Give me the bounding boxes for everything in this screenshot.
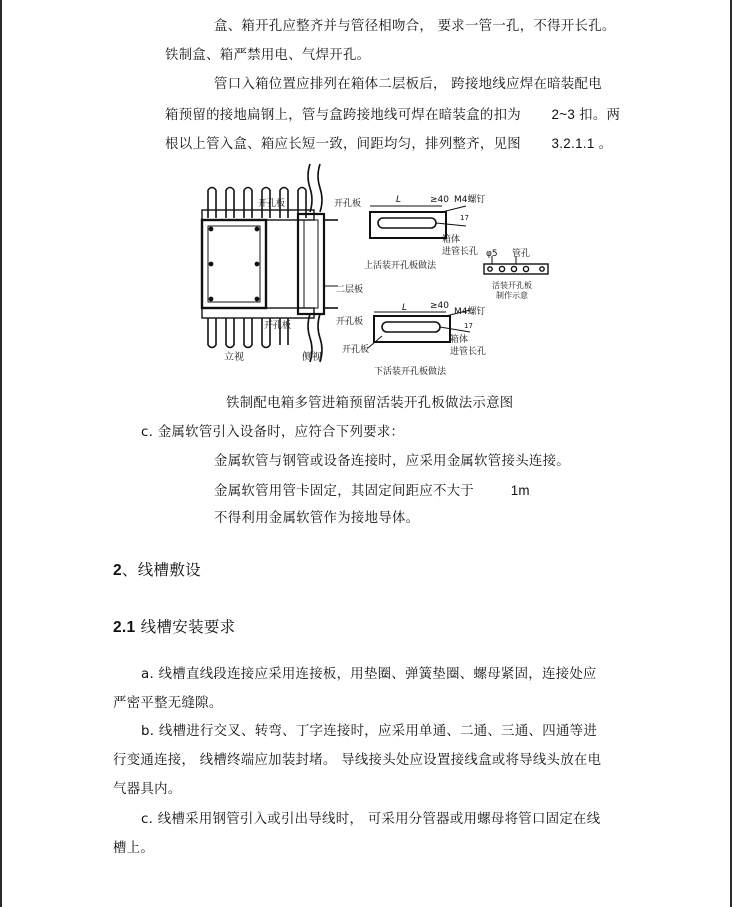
dimension-label: ≥40 [430,195,449,205]
punch-board-label: 开孔板 [334,199,362,209]
heading-number: 2 [113,562,122,579]
dimension-label: ≥40 [430,301,449,311]
board-schematic-label: 制作示意 [496,291,528,300]
text-line: b. 线槽进行交叉、转弯、丁字连接时，应采用单通、二通、三通、四通等进 [141,724,598,739]
method-label: 下活装开孔板做法 [374,367,447,377]
text-segment: 1m [510,483,530,498]
text-segment: 箱预留的接地扁钢上，管与盒跨接地线可焊在暗装盒的扣为 [165,108,521,123]
subsection-heading [113,618,235,637]
text-segment: 金属软管用管卡固定，其固定间距应不大于 [214,484,475,499]
heading-text: 线槽安装要求 [135,618,236,636]
side-view-label: 侧视 [302,352,322,363]
dimension-label: 17 [460,214,469,222]
pipe-hole-label: 管孔 [512,249,531,259]
side-view-drawing [298,164,338,362]
text-line: 气器具内。 [113,782,182,797]
screw-label: M4螺钉 [454,195,486,205]
upper-method-drawing [370,206,466,238]
text-line: 盒、箱开孔应整齐并与管径相吻合， 要求一管一孔，不得开长孔。 [214,19,616,34]
punch-board-label: 开孔板 [264,321,292,331]
list-item [214,482,530,501]
screw-label: M4螺钉 [454,307,486,317]
text-line: 行变通连接， 线槽终端应加装封堵。 导线接头处应设置接线盒或将导线头放在电 [113,753,602,768]
section-heading [113,561,201,580]
punch-board-label: 开孔板 [342,345,370,355]
text-line: a. 线槽直线段连接应采用连接板，用垫圈、弹簧垫圈、螺母紧固，连接处应 [141,667,597,682]
punch-board-label: 开孔板 [258,199,286,209]
slot-label: 进管长孔 [442,247,479,257]
distribution-box-figure [198,160,562,388]
box-body-label: 箱体 [442,235,461,245]
front-view-label: 立视 [224,352,244,363]
punch-board-label: 开孔板 [336,317,364,327]
heading-number: 2.1 [113,619,136,636]
heading-text: 、线槽敷设 [121,561,201,579]
text-line: 铁制盒、箱严禁用电、气焊开孔。 [165,48,371,63]
figure-caption: 铁制配电箱多管进箱预留活装开孔板做法示意图 [226,396,514,411]
text-segment: 根以上管入盒、箱应长短一致，间距均匀，排列整齐，见图 [165,137,521,152]
second-board-label: 二层板 [336,285,364,295]
list-item: 金属软管与钢管或设备连接时，应采用金属软管接头连接。 [214,454,570,469]
text-line: 管口入箱位置应排列在箱体二层板后， 跨接地线应焊在暗装配电 [214,77,602,92]
text-line: 严密平整无缝隙。 [113,696,223,711]
slot-label: 进管长孔 [450,347,487,357]
figure-reference: 3.2.1.1 。 [551,136,613,151]
box-body-label: 箱体 [450,335,469,345]
dimension-label: 17 [464,322,473,330]
text-line [165,135,612,154]
phi-label: φ5 [486,249,498,259]
board-schematic-label: 活装开孔板 [492,281,532,290]
dimension-label: L [402,303,408,313]
text-segment: 2~3 扣。两 [551,107,621,122]
section-c-title: c. 金属软管引入设备时，应符合下列要求： [141,425,405,440]
text-line: c. 线槽采用钢管引入或引出导线时， 可采用分管器或用螺母将管口固定在线 [141,812,601,827]
method-label: 上活装开孔板做法 [364,261,437,271]
dimension-label: L [396,195,402,205]
list-item: 不得利用金属软管作为接地导体。 [214,511,420,526]
text-line [165,106,620,125]
text-line: 槽上。 [113,841,155,856]
